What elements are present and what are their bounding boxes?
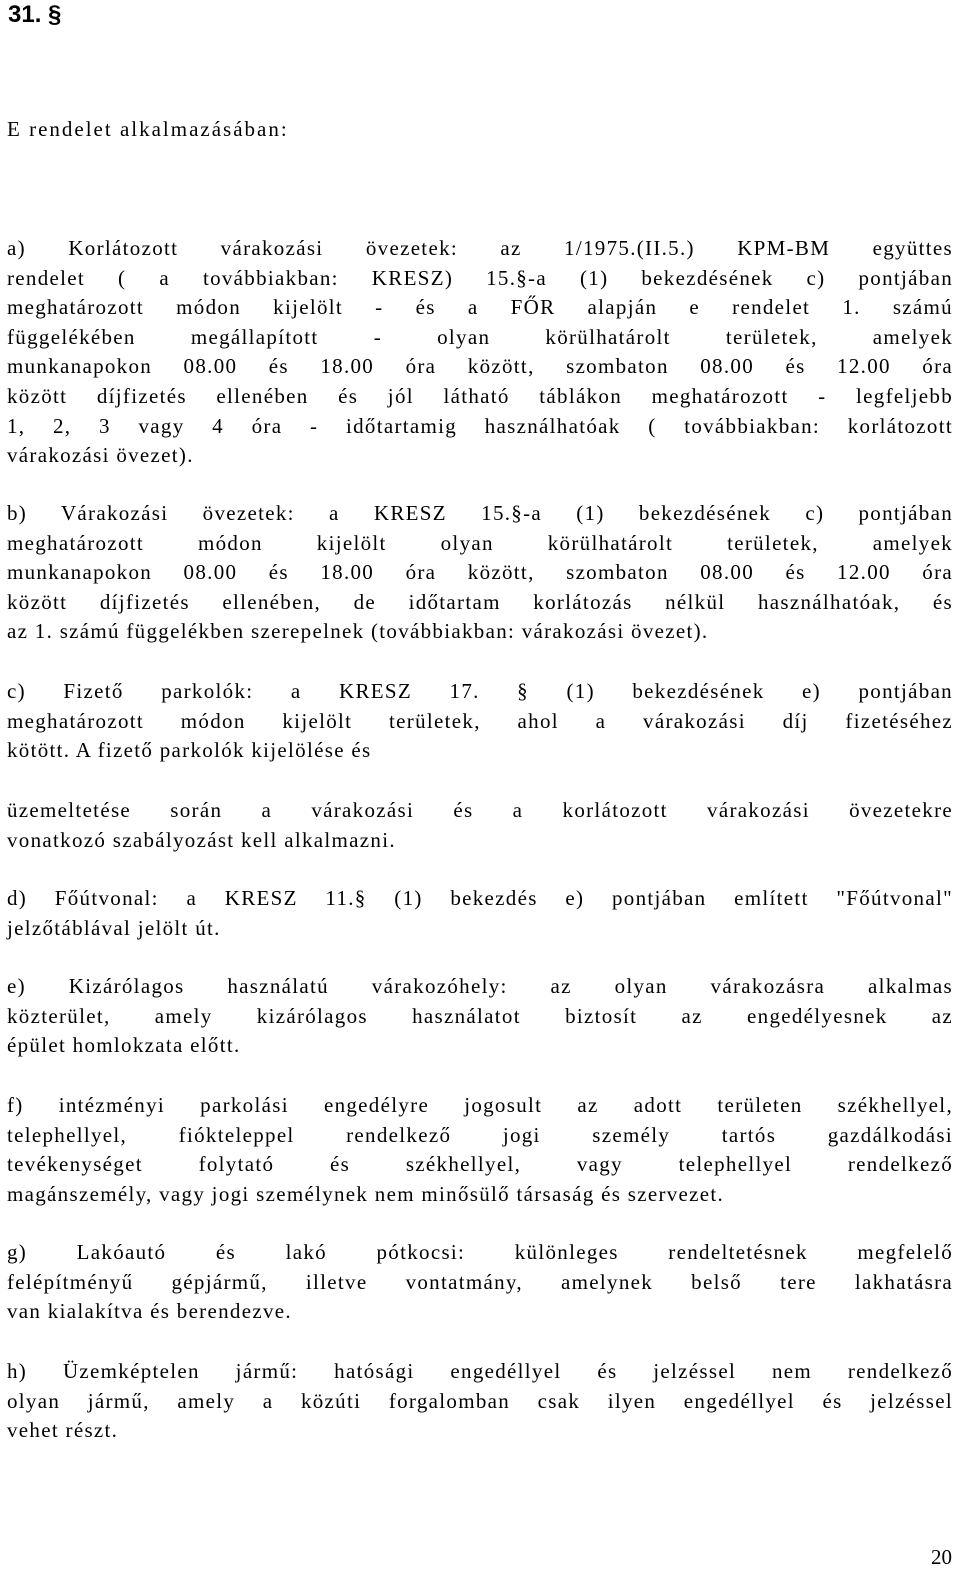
text-line: épület homlokzata előtt. [7,1033,241,1058]
text-line: magánszemély, vagy jogi személynek nem minősülő társaság és szervezet. [7,1181,725,1206]
definition-a [7,234,953,471]
text-line: f) intézményi parkolási engedélyre jogosult az adott területen székhellyel, [7,1093,953,1117]
text-line: h) Üzemképtelen jármű: hatósági engedéllyel és jelzéssel nem rendelkező [7,1359,953,1383]
text-line: olyan jármű, amely a közúti forgalomban csak ilyen engedéllyel és jelzéssel [7,1388,953,1413]
text-line: d) Főútvonal: a KRESZ 11.§ (1) bekezdés e) pontjában említett "Főútvonal" [7,886,953,910]
text-line: között díjfizetés ellenében és jól látható táblákon meghatározott - legfeljebb [7,383,953,408]
text-line: munkanapokon 08.00 és 18.00 óra között, szombaton 08.00 és 12.00 óra [7,560,953,585]
section-heading: 31. § [8,1,62,28]
text-line: jelzőtáblával jelölt út. [7,915,221,940]
intro-text: E rendelet alkalmazásában: [7,117,289,141]
definition-g [7,1238,953,1327]
text-line: munkanapokon 08.00 és 18.00 óra között, szombaton 08.00 és 12.00 óra [7,354,953,379]
definition-b [7,499,953,647]
text-line: az 1. számú függelékben szerepelnek (továbbiakban: várakozási övezet). [7,619,709,644]
text-line: vehet részt. [7,1418,119,1443]
text-line: üzemeltetése során a várakozási és a korlátozott várakozási övezetekre [7,798,953,822]
page-number: 20 [931,1545,952,1569]
text-line: kötött. A fizető parkolók kijelölése és [7,738,372,763]
text-line: 1, 2, 3 vagy 4 óra - időtartamig használhatóak ( továbbiakban: korlátozott [7,413,953,438]
text-line: van kialakítva és berendezve. [7,1299,292,1324]
text-line: e) Kizárólagos használatú várakozóhely: az olyan várakozásra alkalmas [7,974,953,998]
text-line: meghatározott módon kijelölt olyan körülhatárolt területek, amelyek [7,530,953,555]
text-line: b) Várakozási övezetek: a KRESZ 15.§-a (1) bekezdésének c) pontjában [7,501,953,525]
text-line: vonatkozó szabályozást kell alkalmazni. [7,827,396,852]
text-line: között díjfizetés ellenében, de időtartam korlátozás nélkül használhatóak, és [7,589,953,614]
text-line: közterület, amely kizárólagos használatot biztosít az engedélyesnek az [7,1003,953,1028]
text-line: c) Fizető parkolók: a KRESZ 17. § (1) bekezdésének e) pontjában [7,679,953,703]
text-line: rendelet ( a továbbiakban: KRESZ) 15.§-a (1) bekezdésének c) pontjában [7,265,953,290]
definition-f [7,1091,953,1209]
text-line: függelékében megállapított - olyan körülhatárolt területek, amelyek [7,324,953,349]
definition-c-continuation [7,796,953,855]
text-line: a) Korlátozott várakozási övezetek: az 1/1975.(II.5.) KPM-BM együttes [7,236,953,260]
text-line: várakozási övezet). [7,443,194,468]
text-line: telephellyel, fiókteleppel rendelkező jogi személy tartós gazdálkodási [7,1122,953,1147]
definition-d [7,884,953,943]
text-line: meghatározott módon kijelölt területek, ahol a várakozási díj fizetéséhez [7,708,953,733]
definition-c [7,677,953,766]
text-line: tevékenységet folytató és székhellyel, vagy telephellyel rendelkező [7,1152,953,1177]
definition-e [7,972,953,1061]
text-line: meghatározott módon kijelölt - és a FŐR alapján e rendelet 1. számú [7,295,953,320]
definition-h [7,1357,953,1446]
text-line: g) Lakóautó és lakó pótkocsi: különleges rendeltetésnek megfelelő [7,1240,953,1264]
text-line: felépítményű gépjármű, illetve vontatmány, amelynek belső tere lakhatásra [7,1269,953,1294]
